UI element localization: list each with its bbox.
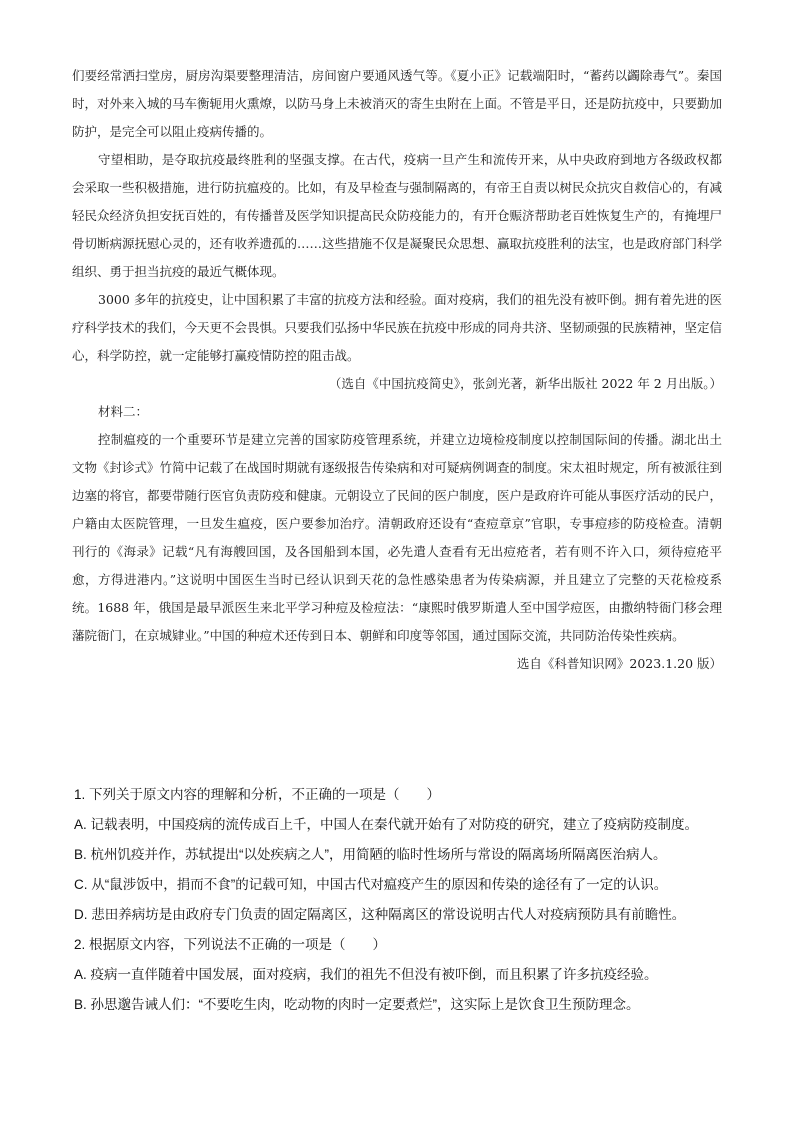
question-1-option-a: A. 记载表明，中国疫病的流传成百上千，中国人在秦代就开始有了对防疫的研究，建立了疫病防疫制度。 — [74, 817, 699, 832]
material-one-paragraph-2: 守望相助，是夺取抗疫最终胜利的坚强支撑。在古代，疫病一旦产生和流传开来，从中央政府到地方各级政权都会采取一些积极措施，进行防抗瘟疫的。比如，有及早检查与强制隔离的，有帝王自责以树民众抗灾自救信心的，有减轻民众经济负担安抚百姓的，有传播普及医学知识提高民众防疫能力的，有开仓赈济帮助老百姓恢复生产的，有掩埋尸骨切断病源抚慰心灵的，还有收养遗孤的……这些措施不仅是凝聚民众思想、赢取抗疫胜利的法宝，也是政府部门科学组织、勇于担当抗疫的最近气概体现。 — [72, 152, 723, 279]
material-one-paragraph-3: 3000 多年的抗疫史，让中国积累了丰富的抗疫方法和经验。面对疫病，我们的祖先没有被吓倒。拥有着先进的医疗科学技术的我们，今天更不会畏惧。只要我们弘扬中华民族在抗疫中形成的同舟共济、坚韧顽强的民族精神，坚定信心，科学防控，就一定能够打赢疫情防控的阻击战。 — [72, 292, 723, 363]
question-1-option-d: D. 悲田养病坊是由政府专门负责的固定隔离区，这种隔离区的常设说明古代人对疫病预防具有前瞻性。 — [74, 907, 686, 922]
question-2-option-a: A. 疫病一直伴随着中国发展，面对疫病，我们的祖先不但没有被吓倒，而且积累了许多抗疫经验。 — [74, 967, 658, 982]
question-2-option-b: B. 孙思邈告诫人们：“不要吃生肉，吃动物的肉时一定要煮烂”，这实际上是饮食卫生预防理念。 — [74, 997, 640, 1012]
question-section — [74, 780, 724, 1020]
material-one-paragraph-1: 们要经常洒扫堂房，厨房沟渠要整理清洁，房间窗户要通风透气等。《夏小正》记载端阳时，“蓄药以蠲除毒气”。秦国时，对外来入城的马车衡轭用火熏燎，以防马身上未被消灭的寄生虫附在上面。不管是平日，还是防抗疫中，只要勤加防护，是完全可以阻止疫病传播的。 — [72, 68, 723, 139]
question-1-option-b: B. 杭州饥疫并作，苏轼提出“以处疾病之人”，用简陋的临时性场所与常设的隔离场所隔离医治病人。 — [74, 847, 667, 862]
material-one-source: （选自《中国抗疫简史》，张剑光著，新华出版社 2022 年 2 月出版。） — [328, 376, 722, 391]
question-1-option-c: C. 从“鼠涉饭中，捐而不食”的记载可知，中国古代对瘟疫产生的原因和传染的途径有了一定的认识。 — [74, 877, 668, 892]
material-two-paragraph-1: 控制瘟疫的一个重要环节是建立完善的国家防疫管理系统，并建立边境检疫制度以控制国际间的传播。湖北出土文物《封诊式》竹简中记载了在战国时期就有逐级报告传染病和对可疑病例调查的制度。宋太祖时规定，所有被派往到边塞的将官，都要带随行医官负责防疫和健康。元朝设立了民间的医户制度，医户是政府许可能从事医疗活动的民户，户籍由太医院管理，一旦发生瘟疫，医户要参加治疗。清朝政府还设有“查痘章京”官职，专事痘疹的防疫检查。清朝刊行的《海录》记载“凡有海艘回国，及各国船到本国，必先遣人查看有无出痘疮者，若有则不许入口，须待痘疮平愈，方得进港内。”这说明中国医生当时已经认识到天花的急性感染患者为传染病源，并且建立了完整的天花检疫系统。1688 年，俄国是最早派医生来北平学习种痘及检痘法：“康熙时俄罗斯遣人至中国学痘医，由撒纳特衙门移会理藩院衙门，在京城肄业。”中国的种痘术还传到日本、朝鲜和印度等邻国，通过国际交流，共同防治传染性疾病。 — [72, 432, 723, 643]
question-2-stem: 2. 根据原文内容，下列说法不正确的一项是（ ） — [74, 937, 387, 952]
question-1-stem: 1. 下列关于原文内容的理解和分析，不正确的一项是（ ） — [74, 787, 441, 802]
material-two-label: 材料二： — [98, 404, 149, 419]
material-one-passage — [72, 62, 722, 678]
material-two-source: 选自《科普知识网》2023.1.20 版） — [516, 656, 722, 671]
